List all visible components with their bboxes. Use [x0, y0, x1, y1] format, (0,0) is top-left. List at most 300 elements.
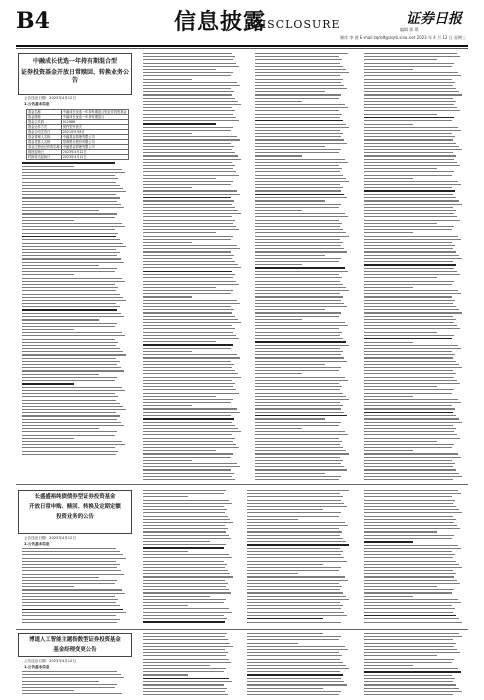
text-line	[364, 255, 459, 256]
text-line	[22, 188, 123, 189]
text-line	[143, 364, 234, 365]
text-line	[22, 693, 122, 694]
text-line	[22, 249, 116, 250]
text-line	[22, 258, 121, 259]
text-line	[143, 357, 240, 358]
text-line	[255, 255, 325, 256]
text-line	[143, 684, 224, 685]
text-line	[143, 98, 235, 99]
text-line	[22, 166, 74, 167]
text-line	[247, 580, 348, 581]
text-line	[364, 367, 462, 368]
text-line	[143, 618, 227, 619]
text-line	[143, 210, 238, 211]
text-line	[143, 267, 241, 268]
text-line	[255, 242, 343, 243]
text-line	[143, 380, 232, 381]
text-line	[364, 268, 454, 269]
text-line	[364, 187, 452, 188]
text-line	[364, 66, 452, 67]
text-line	[364, 525, 457, 526]
text-line	[143, 226, 236, 227]
text-line	[255, 200, 325, 201]
text-line	[255, 386, 342, 387]
text-line	[143, 284, 239, 285]
text-line	[22, 303, 116, 304]
text-line	[143, 691, 225, 692]
text-line	[247, 544, 349, 546]
text-line	[255, 117, 340, 118]
table-key-cell: 基金简称	[27, 115, 62, 120]
text-line	[22, 374, 99, 375]
text-line	[364, 312, 462, 313]
text-line	[22, 246, 126, 247]
text-line	[255, 402, 340, 403]
section-divider	[16, 629, 468, 630]
text-line	[255, 264, 302, 265]
text-line	[255, 155, 302, 156]
text-line	[364, 364, 459, 365]
text-line	[143, 519, 230, 520]
text-line	[143, 85, 240, 86]
publish-date: 公告送出日期：2023年4月12日	[24, 536, 76, 540]
text-line	[22, 428, 99, 429]
text-line	[143, 596, 210, 597]
text-line	[22, 431, 117, 432]
text-line	[143, 503, 232, 504]
text-line	[247, 548, 340, 549]
text-line	[364, 522, 454, 523]
announcement-2-body	[18, 536, 132, 626]
text-line	[364, 589, 454, 590]
text-line	[22, 342, 118, 343]
text-line	[255, 466, 344, 467]
announcement-1-body	[18, 96, 132, 484]
text-line	[143, 490, 226, 491]
text-line	[364, 386, 437, 387]
text-line	[364, 450, 413, 451]
text-column-middle-4	[360, 490, 468, 626]
text-line	[364, 287, 413, 288]
text-line	[143, 72, 233, 73]
text-line	[364, 146, 459, 147]
table-value-cell: 2021年9月8日	[61, 130, 128, 135]
text-line	[143, 82, 237, 83]
text-line	[143, 557, 232, 558]
text-line	[255, 300, 341, 301]
text-line	[255, 412, 344, 413]
text-line	[255, 226, 340, 227]
masthead-meta: 制作 李 波 E-mail:zqrb9@zqrb.sina.net 2023 年 4 月 12 日 星期三	[340, 35, 466, 40]
text-line	[143, 277, 233, 278]
text-column-middle-3	[243, 490, 355, 626]
text-line	[143, 541, 210, 542]
text-line	[143, 303, 240, 304]
text-line	[247, 662, 343, 663]
text-line	[364, 408, 455, 409]
text-line	[255, 204, 341, 205]
text-line	[143, 361, 231, 362]
text-line	[143, 573, 230, 574]
text-line	[143, 287, 216, 288]
text-line	[364, 104, 454, 105]
text-line	[255, 178, 346, 179]
text-line	[247, 490, 349, 491]
text-line	[364, 479, 453, 480]
text-line	[364, 242, 452, 243]
text-line	[143, 159, 241, 160]
text-line	[22, 377, 117, 378]
body-text-lines	[139, 53, 247, 482]
text-line	[364, 264, 456, 266]
text-line	[22, 319, 99, 320]
text-line	[143, 516, 228, 517]
text-line	[143, 325, 232, 326]
text-line	[255, 223, 342, 224]
text-line	[247, 512, 341, 513]
text-line	[364, 197, 456, 198]
text-line	[255, 303, 344, 304]
masthead-rule	[16, 45, 468, 47]
text-line	[364, 75, 461, 76]
text-line	[143, 175, 239, 176]
text-line	[143, 576, 233, 577]
text-line	[143, 453, 233, 454]
text-line	[22, 690, 74, 691]
text-line	[22, 284, 115, 285]
text-line	[143, 554, 229, 555]
table-value-cell: 招商银行股份有限公司	[61, 140, 128, 145]
text-line	[364, 380, 457, 381]
text-line	[364, 184, 461, 185]
text-line	[255, 428, 302, 429]
text-line	[364, 316, 453, 317]
text-line	[143, 229, 239, 230]
text-line	[143, 123, 216, 125]
text-line	[364, 438, 460, 439]
text-line	[143, 405, 192, 406]
text-line	[22, 619, 120, 620]
text-line	[143, 561, 224, 562]
text-line	[22, 210, 99, 211]
text-line	[364, 431, 454, 432]
section-title: 信息披露	[174, 9, 267, 35]
text-line	[22, 226, 125, 227]
text-line	[143, 139, 240, 140]
text-line	[364, 383, 460, 384]
text-line	[143, 264, 238, 265]
text-line	[255, 91, 325, 92]
text-line	[255, 107, 348, 108]
text-line	[364, 415, 456, 416]
text-line	[143, 496, 188, 497]
text-line	[143, 274, 235, 275]
text-line	[143, 130, 231, 131]
body-text-lines	[18, 671, 132, 694]
text-line	[364, 130, 461, 131]
text-line	[364, 127, 458, 128]
text-line	[143, 204, 232, 205]
text-line	[364, 63, 454, 64]
text-line	[247, 643, 298, 644]
text-line	[255, 210, 302, 211]
text-line	[255, 364, 325, 365]
text-line	[143, 258, 232, 259]
text-line	[255, 450, 346, 451]
text-line	[22, 671, 117, 672]
text-line	[22, 438, 74, 439]
body-text-lines	[360, 490, 468, 623]
text-line	[22, 558, 126, 559]
text-line	[247, 522, 345, 523]
text-line	[255, 159, 345, 160]
text-line	[255, 422, 341, 423]
text-line	[143, 296, 192, 297]
text-line	[364, 229, 452, 230]
text-line	[364, 519, 456, 520]
text-line	[22, 441, 122, 442]
text-line	[255, 184, 340, 185]
text-line	[22, 447, 115, 448]
text-line	[364, 207, 453, 208]
text-line	[143, 570, 228, 571]
text-line	[22, 281, 125, 282]
text-line	[143, 338, 239, 339]
text-line	[22, 332, 122, 333]
text-line	[364, 351, 452, 352]
text-line	[255, 162, 348, 163]
text-line	[255, 274, 339, 275]
text-line	[247, 573, 298, 574]
text-line	[22, 339, 115, 340]
text-line	[143, 425, 235, 426]
text-line	[364, 691, 462, 692]
text-line	[143, 367, 232, 368]
text-line	[22, 602, 116, 603]
text-line	[22, 204, 121, 205]
text-line	[255, 284, 343, 285]
text-line	[143, 586, 226, 587]
text-line	[22, 419, 117, 420]
text-line	[22, 609, 123, 611]
text-line	[255, 110, 339, 111]
text-line	[143, 354, 237, 355]
text-line	[143, 127, 233, 128]
text-line	[364, 248, 453, 249]
text-line	[143, 396, 216, 397]
text-line	[364, 596, 413, 597]
text-line	[143, 544, 226, 545]
text-line	[22, 403, 120, 404]
text-line	[255, 319, 302, 320]
text-line	[364, 655, 437, 656]
text-line	[143, 56, 235, 57]
text-line	[247, 531, 342, 532]
text-line	[143, 599, 226, 600]
text-line	[143, 178, 216, 179]
text-line	[22, 370, 124, 371]
text-line	[22, 329, 74, 330]
text-line	[364, 69, 413, 70]
text-line	[255, 341, 346, 343]
text-line	[143, 348, 231, 349]
text-line	[364, 261, 453, 262]
text-line	[255, 130, 340, 131]
table-key-cell: 基金名称	[27, 110, 62, 115]
text-line	[364, 110, 460, 111]
text-line	[143, 476, 232, 477]
text-line	[364, 573, 456, 574]
text-line	[364, 636, 462, 637]
announcement-title-line: 基金经理变更公告	[53, 647, 97, 653]
announcement-title-line: 中融成长优选一年持有期混合型	[32, 58, 117, 65]
text-line	[247, 538, 343, 539]
text-line	[247, 570, 339, 571]
text-line	[22, 681, 99, 682]
text-line	[364, 570, 453, 571]
text-line	[247, 535, 340, 536]
text-line	[364, 453, 458, 454]
newspaper-logo: 证券日报	[406, 11, 462, 27]
text-line	[143, 535, 229, 536]
text-line	[255, 85, 344, 86]
text-line	[143, 444, 236, 445]
text-line	[143, 538, 231, 539]
text-line	[247, 554, 341, 555]
text-line	[143, 344, 233, 346]
text-line	[143, 402, 231, 403]
text-line	[143, 671, 224, 672]
text-line	[364, 361, 456, 362]
text-line	[143, 460, 192, 461]
text-line	[364, 605, 452, 606]
text-line	[22, 185, 120, 186]
text-line	[22, 551, 120, 552]
text-line	[364, 175, 452, 176]
text-line	[143, 473, 234, 474]
text-line	[22, 345, 116, 346]
text-line	[364, 425, 453, 426]
text-line	[364, 300, 455, 301]
fund-info-table	[26, 109, 129, 160]
text-line	[364, 149, 462, 150]
text-line	[143, 678, 229, 680]
text-line	[364, 59, 437, 60]
text-line	[22, 577, 99, 578]
text-line	[22, 178, 118, 179]
text-line	[22, 294, 120, 295]
text-line	[364, 402, 461, 403]
text-line	[143, 171, 236, 172]
text-line	[364, 422, 462, 423]
text-line	[22, 326, 115, 327]
text-line	[364, 56, 460, 57]
text-line	[364, 277, 437, 278]
text-line	[364, 393, 452, 394]
text-line	[255, 351, 343, 352]
text-line	[255, 63, 340, 64]
text-line	[364, 98, 453, 99]
text-line	[364, 348, 461, 349]
text-line	[143, 422, 232, 423]
text-line	[255, 232, 346, 233]
text-line	[143, 168, 233, 169]
text-line	[364, 373, 456, 374]
text-line	[22, 435, 115, 436]
text-line	[143, 79, 192, 80]
text-line	[364, 332, 437, 333]
text-line	[255, 415, 347, 417]
text-line	[255, 434, 348, 435]
body-text-lines	[360, 53, 468, 482]
text-line	[255, 82, 341, 83]
text-line	[255, 213, 345, 214]
text-line	[22, 425, 124, 426]
text-line	[143, 207, 235, 208]
text-line	[364, 557, 453, 558]
text-line	[22, 239, 120, 240]
text-line	[364, 476, 462, 477]
body-text-lines	[139, 490, 239, 623]
text-line	[247, 646, 345, 647]
text-line	[255, 136, 341, 137]
text-line	[364, 463, 455, 464]
text-line	[143, 438, 235, 439]
text-line	[22, 182, 116, 183]
text-line	[364, 107, 457, 108]
text-line	[364, 665, 413, 666]
text-line	[255, 335, 340, 336]
text-line	[143, 117, 236, 118]
text-line	[255, 425, 339, 426]
text-line	[255, 377, 345, 378]
text-line	[364, 561, 456, 562]
text-line	[364, 551, 452, 552]
text-line	[143, 662, 231, 663]
text-line	[143, 615, 224, 616]
text-line	[247, 557, 344, 558]
text-line	[247, 684, 347, 685]
text-line	[22, 567, 117, 568]
text-line	[22, 316, 124, 317]
section-heading: 1.公告基本信息	[24, 665, 50, 669]
text-line	[255, 312, 341, 313]
masthead	[16, 8, 468, 44]
text-line	[143, 312, 232, 313]
text-line	[255, 101, 302, 102]
text-line	[255, 75, 340, 76]
text-line	[143, 232, 216, 233]
text-line	[255, 361, 347, 362]
text-line	[22, 197, 120, 198]
text-line	[364, 171, 454, 172]
text-line	[143, 335, 236, 336]
text-line	[143, 101, 238, 102]
text-line	[364, 91, 459, 92]
text-line	[255, 152, 339, 153]
text-line	[255, 408, 341, 409]
text-line	[364, 357, 453, 358]
text-line	[143, 220, 235, 221]
table-key-cell: 基金注册登记机构名称	[28, 145, 60, 149]
text-line	[143, 91, 234, 92]
text-line	[364, 79, 452, 80]
text-line	[143, 255, 234, 256]
text-line	[143, 466, 240, 467]
text-line	[22, 191, 126, 192]
table-value-cell: 2023年4月12日	[61, 155, 128, 160]
text-line	[22, 684, 117, 685]
